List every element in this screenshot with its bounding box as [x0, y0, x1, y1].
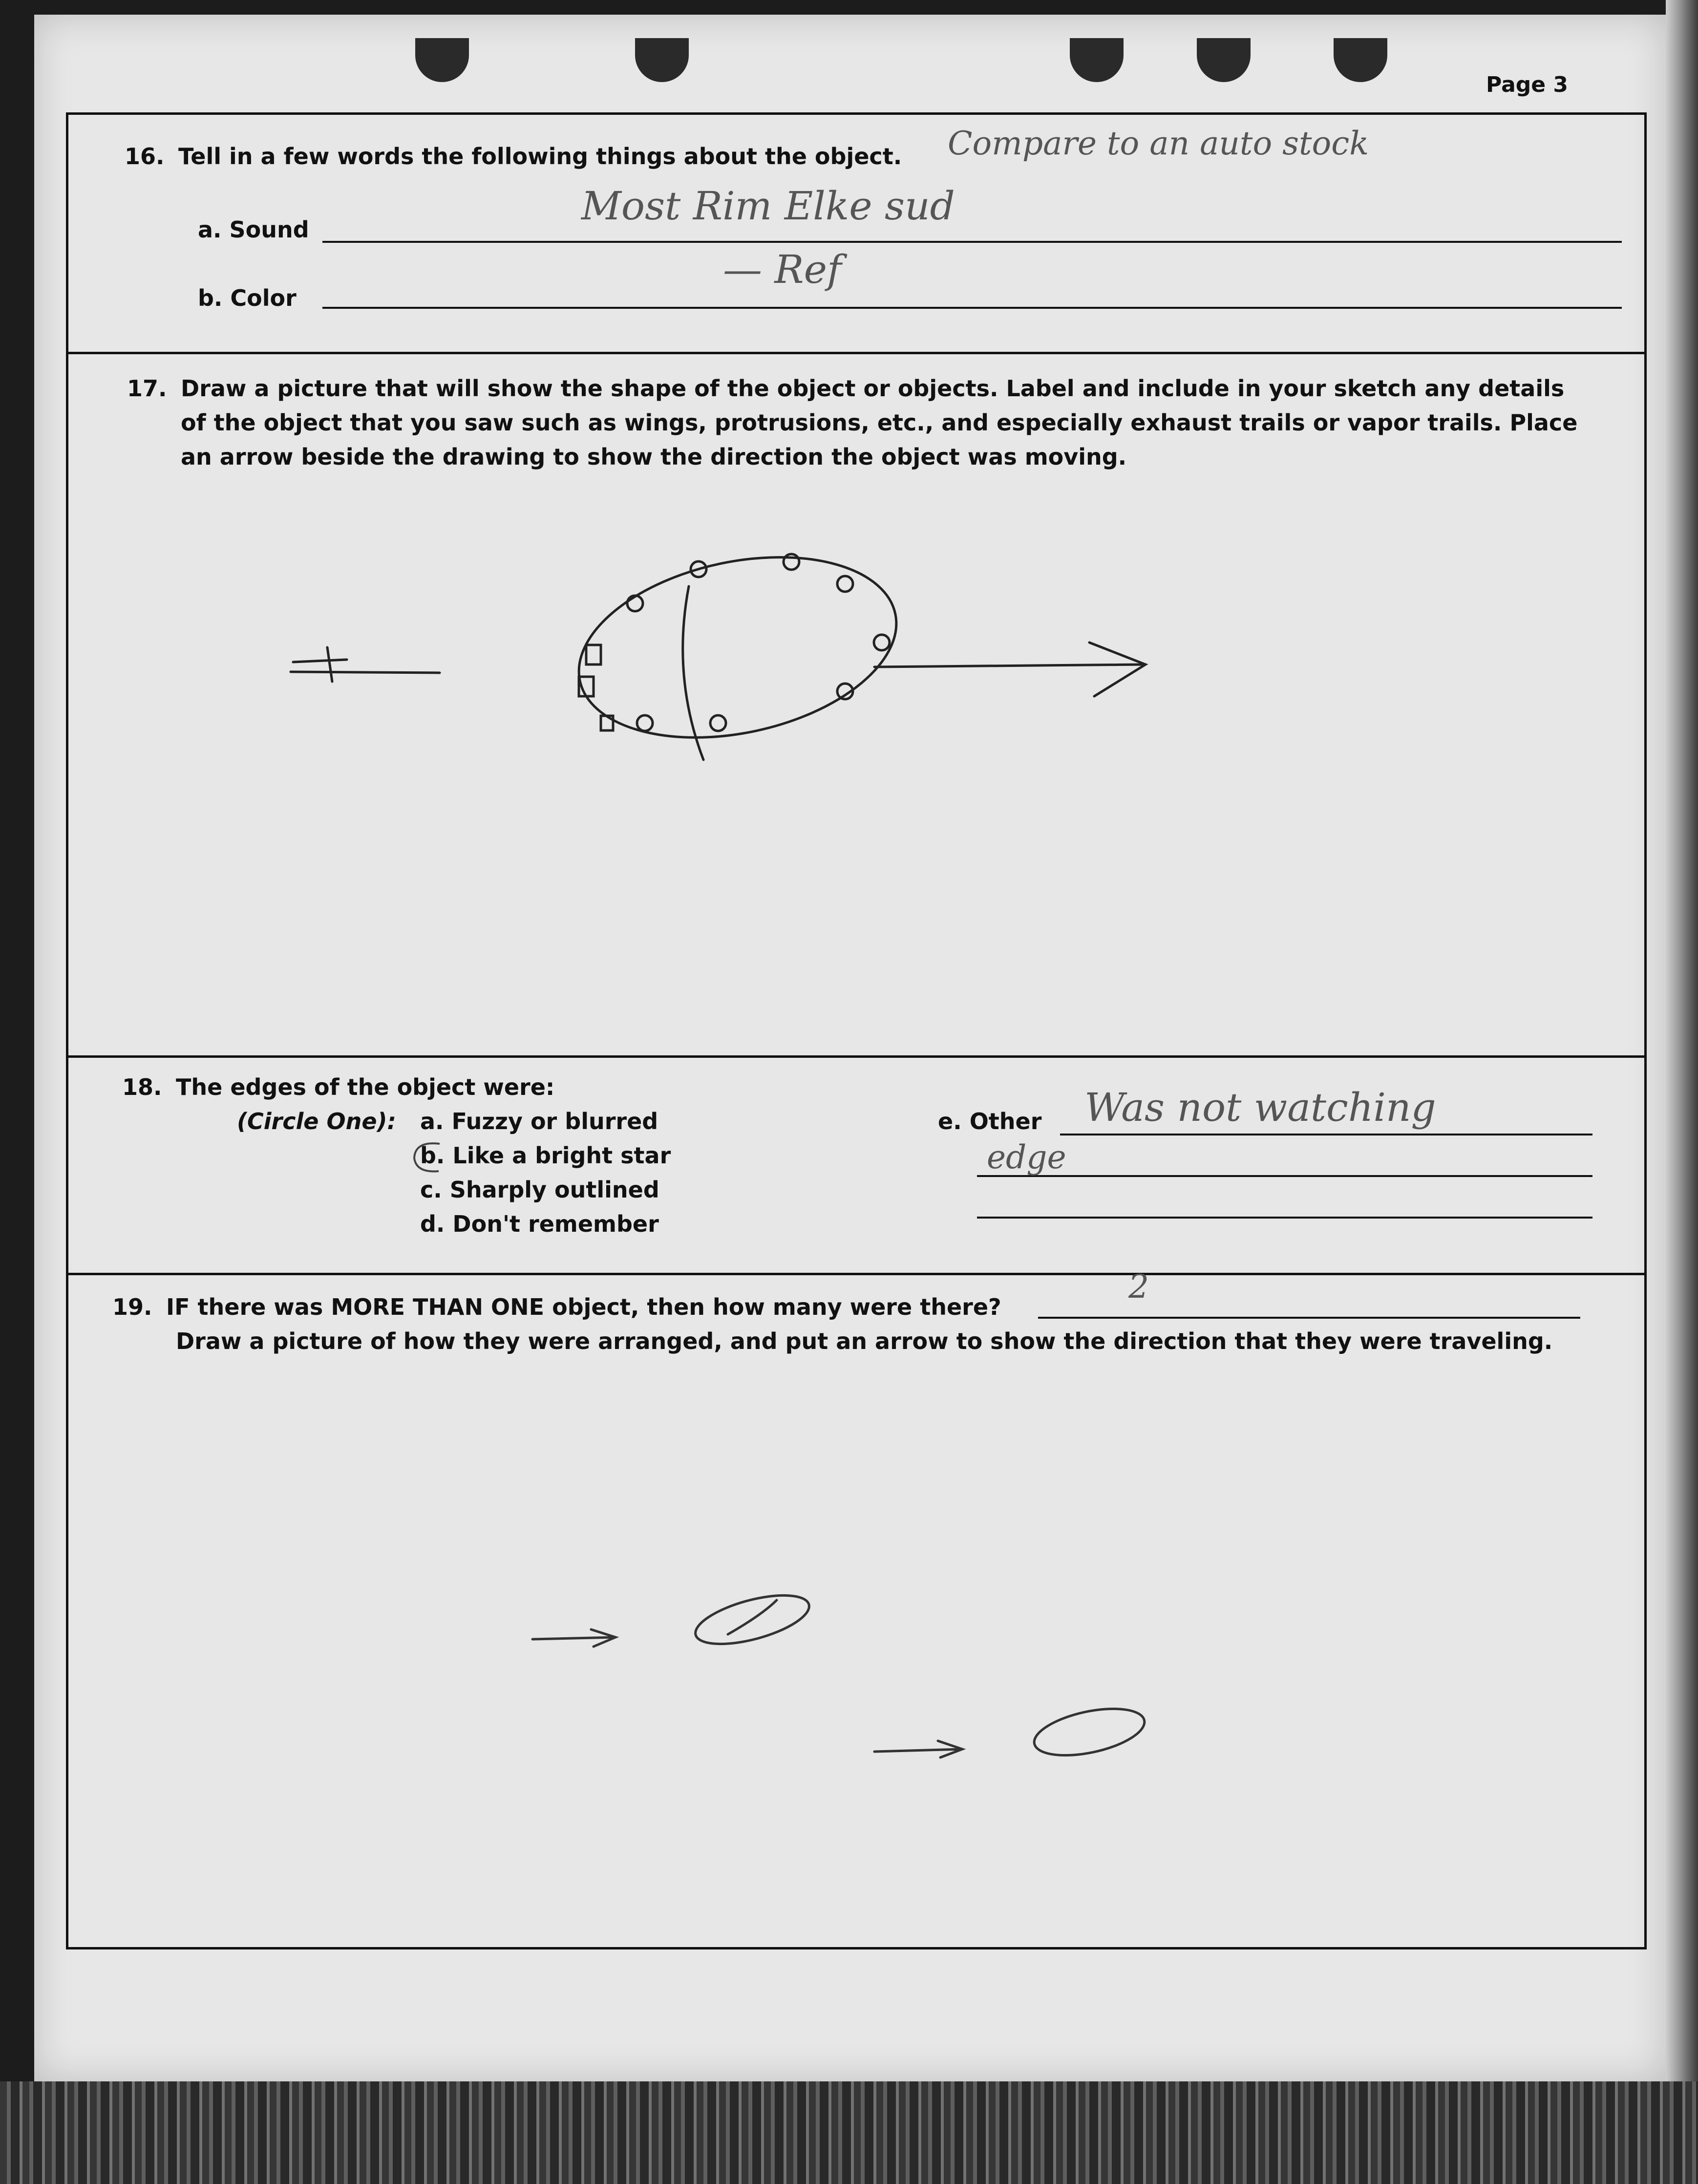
form-frame [66, 112, 1647, 1949]
q17-line1: 17. Draw a picture that will show the shape of the object or objects. Label and include in your sketch any details [127, 375, 1565, 402]
q16-color-label: b. Color [198, 285, 297, 311]
scan-border [0, 2081, 1698, 2184]
q17-line2: of the object that you saw such as wings, protrusions, etc., and especially exhaust trails or vapor trails. Place [181, 409, 1578, 436]
q16-sound-answer: Most Rim Elke sud [581, 183, 955, 229]
q18-other-line-2 [977, 1175, 1592, 1177]
q19-line2: Draw a picture of how they were arranged, and put an arrow to show the direction that they were traveling. [176, 1328, 1553, 1354]
q19-line1: 19. IF there was MORE THAN ONE object, then how many were there? [112, 1294, 1001, 1320]
q16-prompt: 16. Tell in a few words the following things about the object. [125, 143, 902, 170]
q18-other-line-3 [977, 1217, 1592, 1219]
punch-hole [1197, 38, 1251, 82]
q19-sketch [68, 1361, 1649, 1898]
q18-option-b: b. Like a bright star [420, 1142, 671, 1169]
q18-other-label: e. Other [938, 1108, 1042, 1135]
q18-option-b-circle [410, 1141, 459, 1175]
scan-edge [1666, 0, 1698, 2081]
q16-sound-label: a. Sound [198, 216, 309, 243]
q18-prompt: 18. The edges of the object were: [122, 1074, 555, 1100]
q16-color-answer: — Ref [723, 247, 842, 292]
q18-option-d: d. Don't remember [420, 1211, 659, 1237]
q18-option-c: c. Sharply outlined [420, 1177, 659, 1203]
q18-option-a: a. Fuzzy or blurred [420, 1108, 658, 1135]
q17-sketch [68, 115, 1649, 1092]
punch-hole [635, 38, 689, 82]
q17-line3: an arrow beside the drawing to show the direction the object was moving. [181, 444, 1127, 470]
q18-circle-one: (Circle One): [237, 1108, 396, 1135]
q18-other-answer-2: edge [987, 1138, 1066, 1176]
punch-hole [1334, 38, 1387, 82]
page-number: Page 3 [1486, 72, 1569, 97]
punch-hole [415, 38, 469, 82]
q16-handwritten-note: Compare to an auto stock [948, 125, 1369, 162]
divider [68, 1273, 1644, 1275]
form-sheet [34, 15, 1666, 2081]
punch-hole [1070, 38, 1124, 82]
q18-other-line-1 [1060, 1134, 1592, 1135]
q18-other-answer-1: Was not watching [1084, 1085, 1436, 1130]
divider [68, 1055, 1644, 1058]
q19-count-answer: 2 [1128, 1268, 1149, 1306]
q19-count-line [1038, 1317, 1580, 1319]
